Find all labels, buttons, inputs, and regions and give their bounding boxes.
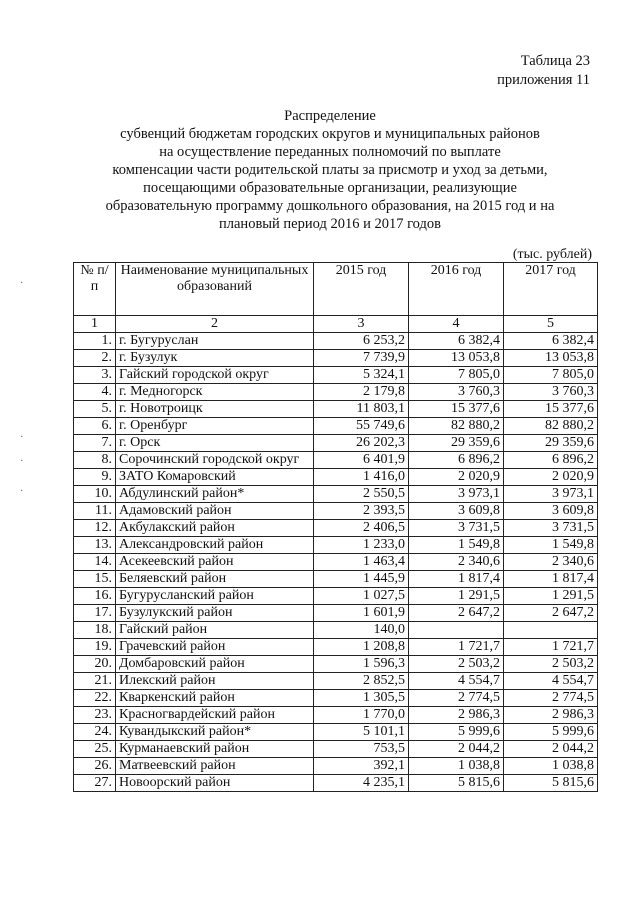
value-2015: 11 803,1 bbox=[314, 401, 409, 418]
value-2016: 1 721,7 bbox=[409, 639, 504, 656]
value-2015: 2 550,5 bbox=[314, 486, 409, 503]
municipality-name: Матвеевский район bbox=[116, 758, 314, 775]
row-number: 16. bbox=[74, 588, 116, 605]
column-index: 3 bbox=[314, 316, 409, 333]
value-2015: 1 233,0 bbox=[314, 537, 409, 554]
value-2016: 2 340,6 bbox=[409, 554, 504, 571]
value-2015: 2 393,5 bbox=[314, 503, 409, 520]
title-line: посещающими образовательные организации, реализующие bbox=[143, 180, 517, 196]
header-2015: 2015 год bbox=[314, 263, 409, 316]
table-header-row bbox=[74, 263, 598, 316]
row-number: 6. bbox=[74, 418, 116, 435]
municipality-name: Александровский район bbox=[116, 537, 314, 554]
table-row bbox=[74, 503, 598, 520]
value-2015: 26 202,3 bbox=[314, 435, 409, 452]
municipality-name: г. Бугуруслан bbox=[116, 333, 314, 350]
value-2017: 5 999,6 bbox=[504, 724, 598, 741]
value-2016: 2 044,2 bbox=[409, 741, 504, 758]
scan-mark: · bbox=[20, 486, 24, 497]
municipality-name: Грачевский район bbox=[116, 639, 314, 656]
table-row bbox=[74, 571, 598, 588]
value-2017: 2 774,5 bbox=[504, 690, 598, 707]
table-row bbox=[74, 707, 598, 724]
table-row bbox=[74, 724, 598, 741]
value-2017: 29 359,6 bbox=[504, 435, 598, 452]
header-2017: 2017 год bbox=[504, 263, 598, 316]
column-index: 5 bbox=[504, 316, 598, 333]
value-2017 bbox=[504, 622, 598, 639]
municipality-name: Абдулинский район* bbox=[116, 486, 314, 503]
subsidy-table bbox=[73, 262, 598, 792]
value-2015: 2 406,5 bbox=[314, 520, 409, 537]
value-2017: 6 896,2 bbox=[504, 452, 598, 469]
value-2016 bbox=[409, 622, 504, 639]
municipality-name: Гайский городской округ bbox=[116, 367, 314, 384]
table-row bbox=[74, 775, 598, 792]
value-2017: 82 880,2 bbox=[504, 418, 598, 435]
value-2015: 392,1 bbox=[314, 758, 409, 775]
value-2015: 1 305,5 bbox=[314, 690, 409, 707]
row-number: 11. bbox=[74, 503, 116, 520]
title-line: компенсации части родительской платы за присмотр и уход за детьми, bbox=[112, 162, 548, 178]
value-2015: 4 235,1 bbox=[314, 775, 409, 792]
value-2015: 1 463,4 bbox=[314, 554, 409, 571]
table-row bbox=[74, 741, 598, 758]
title-line: образовательную программу дошкольного образования, на 2015 год и на bbox=[105, 198, 555, 214]
table-row bbox=[74, 520, 598, 537]
scan-mark: · bbox=[20, 456, 24, 467]
value-2017: 2 340,6 bbox=[504, 554, 598, 571]
row-number: 5. bbox=[74, 401, 116, 418]
header-name: Наименование муниципальных образований bbox=[116, 263, 314, 316]
row-number: 2. bbox=[74, 350, 116, 367]
municipality-name: г. Новотроицк bbox=[116, 401, 314, 418]
value-2016: 15 377,6 bbox=[409, 401, 504, 418]
row-number: 10. bbox=[74, 486, 116, 503]
title-line: плановый период 2016 и 2017 годов bbox=[219, 216, 441, 232]
row-number: 26. bbox=[74, 758, 116, 775]
value-2016: 5 999,6 bbox=[409, 724, 504, 741]
row-number: 7. bbox=[74, 435, 116, 452]
municipality-name: Кваркенский район bbox=[116, 690, 314, 707]
table-row bbox=[74, 401, 598, 418]
value-2016: 4 554,7 bbox=[409, 673, 504, 690]
municipality-name: Бугурусланский район bbox=[116, 588, 314, 605]
column-index: 2 bbox=[116, 316, 314, 333]
value-2015: 1 208,8 bbox=[314, 639, 409, 656]
table-row bbox=[74, 758, 598, 775]
appendix-number: приложения 11 bbox=[497, 72, 590, 88]
value-2017: 2 044,2 bbox=[504, 741, 598, 758]
value-2015: 753,5 bbox=[314, 741, 409, 758]
column-index: 4 bbox=[409, 316, 504, 333]
value-2016: 6 896,2 bbox=[409, 452, 504, 469]
value-2015: 7 739,9 bbox=[314, 350, 409, 367]
municipality-name: Адамовский район bbox=[116, 503, 314, 520]
value-2015: 55 749,6 bbox=[314, 418, 409, 435]
value-2016: 1 291,5 bbox=[409, 588, 504, 605]
table-row bbox=[74, 418, 598, 435]
table-row bbox=[74, 639, 598, 656]
municipality-name: г. Медногорск bbox=[116, 384, 314, 401]
value-2015: 1 770,0 bbox=[314, 707, 409, 724]
table-row bbox=[74, 435, 598, 452]
row-number: 15. bbox=[74, 571, 116, 588]
row-number: 17. bbox=[74, 605, 116, 622]
municipality-name: Кувандыкский район* bbox=[116, 724, 314, 741]
title-line: Распределение bbox=[284, 108, 376, 124]
column-index: 1 bbox=[74, 316, 116, 333]
table-row bbox=[74, 367, 598, 384]
value-2017: 1 038,8 bbox=[504, 758, 598, 775]
row-number: 9. bbox=[74, 469, 116, 486]
row-number: 12. bbox=[74, 520, 116, 537]
value-2015: 140,0 bbox=[314, 622, 409, 639]
value-2016: 3 973,1 bbox=[409, 486, 504, 503]
table-row bbox=[74, 333, 598, 350]
municipality-name: Беляевский район bbox=[116, 571, 314, 588]
table-row bbox=[74, 486, 598, 503]
value-2015: 1 027,5 bbox=[314, 588, 409, 605]
municipality-name: г. Оренбург bbox=[116, 418, 314, 435]
row-number: 18. bbox=[74, 622, 116, 639]
table-row bbox=[74, 690, 598, 707]
document-title bbox=[70, 107, 590, 233]
row-number: 25. bbox=[74, 741, 116, 758]
units-label: (тыс. рублей) bbox=[512, 247, 592, 262]
municipality-name: ЗАТО Комаровский bbox=[116, 469, 314, 486]
value-2015: 6 401,9 bbox=[314, 452, 409, 469]
value-2017: 2 020,9 bbox=[504, 469, 598, 486]
municipality-name: Новоорский район bbox=[116, 775, 314, 792]
table-row bbox=[74, 350, 598, 367]
value-2016: 6 382,4 bbox=[409, 333, 504, 350]
value-2015: 5 101,1 bbox=[314, 724, 409, 741]
municipality-name: Бузулукский район bbox=[116, 605, 314, 622]
table-row bbox=[74, 537, 598, 554]
municipality-name: Домбаровский район bbox=[116, 656, 314, 673]
scan-mark: · bbox=[20, 432, 24, 443]
value-2016: 13 053,8 bbox=[409, 350, 504, 367]
value-2017: 2 647,2 bbox=[504, 605, 598, 622]
table-number: Таблица 23 bbox=[520, 53, 590, 69]
value-2015: 6 253,2 bbox=[314, 333, 409, 350]
value-2016: 7 805,0 bbox=[409, 367, 504, 384]
row-number: 13. bbox=[74, 537, 116, 554]
value-2017: 5 815,6 bbox=[504, 775, 598, 792]
value-2017: 2 986,3 bbox=[504, 707, 598, 724]
value-2017: 3 973,1 bbox=[504, 486, 598, 503]
header-number: № п/п bbox=[74, 263, 116, 316]
title-line: субвенций бюджетам городских округов и муниципальных районов bbox=[120, 126, 540, 142]
value-2016: 29 359,6 bbox=[409, 435, 504, 452]
value-2017: 1 817,4 bbox=[504, 571, 598, 588]
row-number: 27. bbox=[74, 775, 116, 792]
table-row bbox=[74, 469, 598, 486]
municipality-name: г. Орск bbox=[116, 435, 314, 452]
table-row bbox=[74, 622, 598, 639]
municipality-name: Акбулакский район bbox=[116, 520, 314, 537]
value-2015: 1 416,0 bbox=[314, 469, 409, 486]
row-number: 4. bbox=[74, 384, 116, 401]
value-2016: 3 609,8 bbox=[409, 503, 504, 520]
table-row bbox=[74, 656, 598, 673]
value-2016: 3 731,5 bbox=[409, 520, 504, 537]
table-row bbox=[74, 452, 598, 469]
value-2017: 13 053,8 bbox=[504, 350, 598, 367]
column-index-row bbox=[74, 316, 598, 333]
value-2016: 3 760,3 bbox=[409, 384, 504, 401]
value-2017: 15 377,6 bbox=[504, 401, 598, 418]
table-row bbox=[74, 588, 598, 605]
value-2015: 1 596,3 bbox=[314, 656, 409, 673]
title-line: на осуществление переданных полномочий по выплате bbox=[159, 144, 501, 160]
municipality-name: Сорочинский городской округ bbox=[116, 452, 314, 469]
value-2015: 2 852,5 bbox=[314, 673, 409, 690]
value-2017: 4 554,7 bbox=[504, 673, 598, 690]
value-2017: 2 503,2 bbox=[504, 656, 598, 673]
value-2016: 1 549,8 bbox=[409, 537, 504, 554]
row-number: 22. bbox=[74, 690, 116, 707]
row-number: 20. bbox=[74, 656, 116, 673]
municipality-name: Гайский район bbox=[116, 622, 314, 639]
value-2017: 6 382,4 bbox=[504, 333, 598, 350]
table-row bbox=[74, 384, 598, 401]
value-2017: 1 291,5 bbox=[504, 588, 598, 605]
row-number: 1. bbox=[74, 333, 116, 350]
value-2016: 2 647,2 bbox=[409, 605, 504, 622]
value-2017: 3 731,5 bbox=[504, 520, 598, 537]
scan-mark: · bbox=[20, 278, 24, 289]
table-row bbox=[74, 673, 598, 690]
value-2016: 5 815,6 bbox=[409, 775, 504, 792]
value-2017: 3 609,8 bbox=[504, 503, 598, 520]
value-2016: 2 774,5 bbox=[409, 690, 504, 707]
row-number: 19. bbox=[74, 639, 116, 656]
value-2017: 1 549,8 bbox=[504, 537, 598, 554]
value-2015: 2 179,8 bbox=[314, 384, 409, 401]
municipality-name: Асекеевский район bbox=[116, 554, 314, 571]
row-number: 21. bbox=[74, 673, 116, 690]
value-2016: 1 038,8 bbox=[409, 758, 504, 775]
municipality-name: Курманаевский район bbox=[116, 741, 314, 758]
value-2017: 7 805,0 bbox=[504, 367, 598, 384]
value-2016: 82 880,2 bbox=[409, 418, 504, 435]
value-2016: 2 986,3 bbox=[409, 707, 504, 724]
header-2016: 2016 год bbox=[409, 263, 504, 316]
value-2017: 3 760,3 bbox=[504, 384, 598, 401]
row-number: 8. bbox=[74, 452, 116, 469]
value-2015: 1 445,9 bbox=[314, 571, 409, 588]
value-2016: 2 020,9 bbox=[409, 469, 504, 486]
table-body bbox=[74, 333, 598, 792]
value-2017: 1 721,7 bbox=[504, 639, 598, 656]
value-2016: 1 817,4 bbox=[409, 571, 504, 588]
table-row bbox=[74, 554, 598, 571]
municipality-name: Красногвардейский район bbox=[116, 707, 314, 724]
row-number: 23. bbox=[74, 707, 116, 724]
row-number: 3. bbox=[74, 367, 116, 384]
municipality-name: Илекский район bbox=[116, 673, 314, 690]
table-row bbox=[74, 605, 598, 622]
row-number: 14. bbox=[74, 554, 116, 571]
row-number: 24. bbox=[74, 724, 116, 741]
table-reference bbox=[497, 52, 590, 90]
value-2016: 2 503,2 bbox=[409, 656, 504, 673]
municipality-name: г. Бузулук bbox=[116, 350, 314, 367]
value-2015: 5 324,1 bbox=[314, 367, 409, 384]
value-2015: 1 601,9 bbox=[314, 605, 409, 622]
